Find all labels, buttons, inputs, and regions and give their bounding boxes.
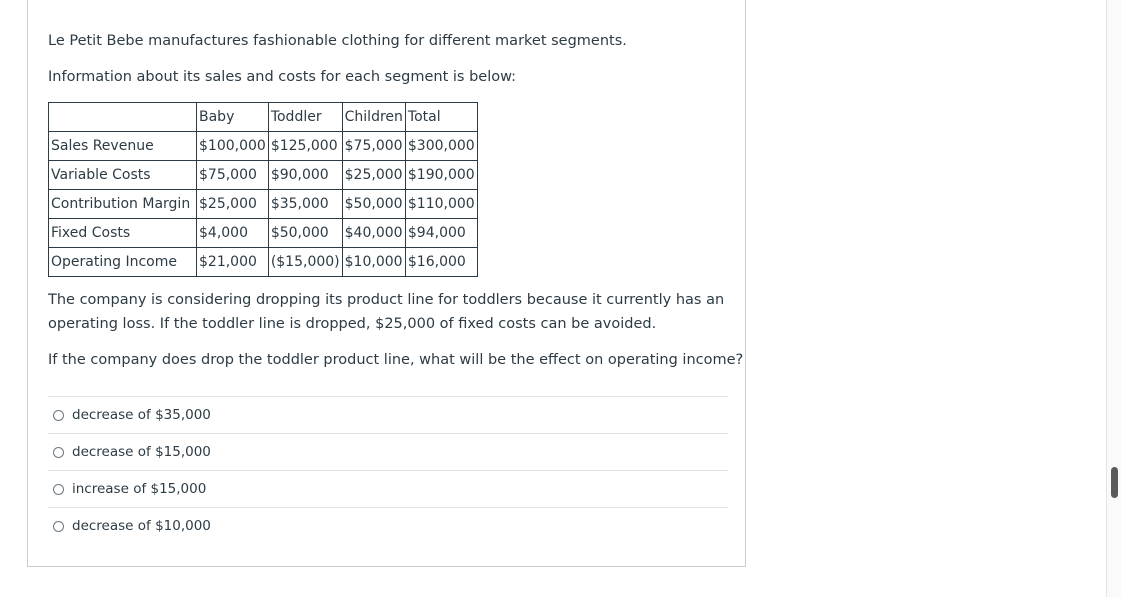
radio-button[interactable] xyxy=(53,521,64,532)
table-cell: $21,000 xyxy=(197,248,269,277)
answer-option-label: decrease of $15,000 xyxy=(72,444,211,460)
table-header-cell: Toddler xyxy=(268,103,342,132)
body-text-2: operating loss. If the toddler line is dropped, $25,000 of fixed costs can be avoided. xyxy=(48,316,657,332)
table-cell: $25,000 xyxy=(197,190,269,219)
table-cell: $75,000 xyxy=(197,161,269,190)
table-header-cell: Total xyxy=(405,103,477,132)
table-header-cell: Baby xyxy=(197,103,269,132)
table-row-label: Contribution Margin xyxy=(49,190,197,219)
table-cell: $190,000 xyxy=(405,161,477,190)
table-cell: ($15,000) xyxy=(268,248,342,277)
answer-option[interactable] xyxy=(48,433,728,470)
table-cell: $90,000 xyxy=(268,161,342,190)
table-row xyxy=(49,219,478,248)
table-row xyxy=(49,132,478,161)
table-cell: $50,000 xyxy=(268,219,342,248)
intro-text-1: Le Petit Bebe manufactures fashionable clothing for different market segments. xyxy=(48,33,627,49)
question-card xyxy=(27,0,746,567)
scrollbar-thumb[interactable] xyxy=(1111,467,1118,498)
table-cell: $100,000 xyxy=(197,132,269,161)
table-row-label: Variable Costs xyxy=(49,161,197,190)
answer-option[interactable] xyxy=(48,470,728,507)
answer-option-label: decrease of $35,000 xyxy=(72,407,211,423)
table-cell: $4,000 xyxy=(197,219,269,248)
table-row xyxy=(49,190,478,219)
table-row xyxy=(49,161,478,190)
table-cell: $10,000 xyxy=(342,248,405,277)
table-row-label: Operating Income xyxy=(49,248,197,277)
table-cell: $16,000 xyxy=(405,248,477,277)
table-cell: $35,000 xyxy=(268,190,342,219)
table-header-cell: Children xyxy=(342,103,405,132)
vertical-scrollbar[interactable] xyxy=(1106,0,1121,597)
table-cell: $75,000 xyxy=(342,132,405,161)
table-row xyxy=(49,248,478,277)
table-row-label: Sales Revenue xyxy=(49,132,197,161)
radio-button[interactable] xyxy=(53,447,64,458)
table-cell: $50,000 xyxy=(342,190,405,219)
question-prompt: If the company does drop the toddler product line, what will be the effect on operating income? xyxy=(48,352,744,368)
table-header-row xyxy=(49,103,478,132)
table-cell: $40,000 xyxy=(342,219,405,248)
table-cell: $110,000 xyxy=(405,190,477,219)
table-row-label: Fixed Costs xyxy=(49,219,197,248)
radio-button[interactable] xyxy=(53,484,64,495)
answer-option[interactable] xyxy=(48,507,728,544)
radio-button[interactable] xyxy=(53,410,64,421)
table-cell: $125,000 xyxy=(268,132,342,161)
intro-text-2: Information about its sales and costs for each segment is below: xyxy=(48,69,517,85)
table-header-cell xyxy=(49,103,197,132)
answer-option-label: increase of $15,000 xyxy=(72,481,207,497)
body-text-1: The company is considering dropping its product line for toddlers because it currently has an xyxy=(48,292,725,308)
segment-table xyxy=(48,102,478,277)
table-cell: $300,000 xyxy=(405,132,477,161)
answer-option-label: decrease of $10,000 xyxy=(72,518,211,534)
answer-option[interactable] xyxy=(48,396,728,433)
answer-options xyxy=(48,396,728,544)
table-cell: $94,000 xyxy=(405,219,477,248)
table-cell: $25,000 xyxy=(342,161,405,190)
